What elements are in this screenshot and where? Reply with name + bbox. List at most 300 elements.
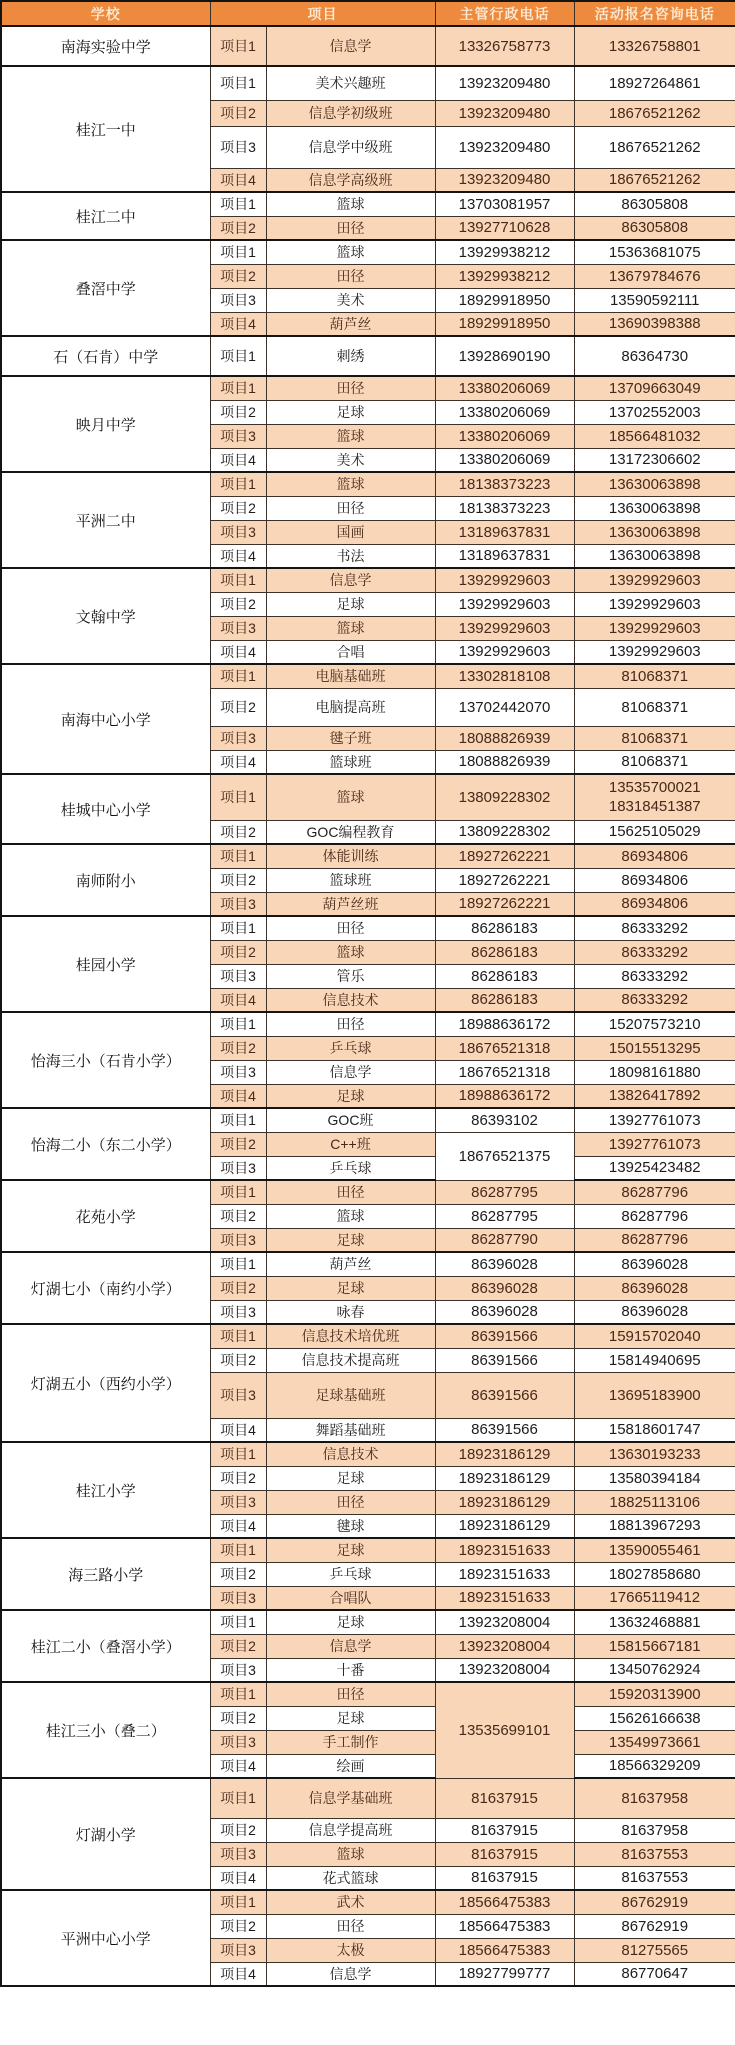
consult-phone-cell: 13630063898 xyxy=(574,496,735,520)
consult-phone-cell xyxy=(574,774,735,820)
admin-phone-cell: 86286183 xyxy=(435,964,574,988)
admin-phone-cell: 13326758773 xyxy=(435,26,574,66)
admin-phone-cell: 81637915 xyxy=(435,1866,574,1890)
project-name-cell: 篮球 xyxy=(266,616,435,640)
project-label-cell: 项目1 xyxy=(210,1324,266,1348)
admin-phone-cell: 13809228302 xyxy=(435,774,574,820)
consult-phone-cell: 18676521262 xyxy=(574,168,735,192)
project-label-cell: 项目1 xyxy=(210,916,266,940)
project-label-cell: 项目1 xyxy=(210,192,266,216)
consult-phone-cell: 13929929603 xyxy=(574,592,735,616)
project-label-cell: 项目1 xyxy=(210,1682,266,1706)
project-label-cell: 项目3 xyxy=(210,1586,266,1610)
project-label-cell: 项目2 xyxy=(210,264,266,288)
admin-phone-cell: 86393102 xyxy=(435,1108,574,1132)
project-name-cell: 田径 xyxy=(266,1682,435,1706)
project-name-cell: 美术兴趣班 xyxy=(266,66,435,100)
consult-phone-cell: 13679784676 xyxy=(574,264,735,288)
consult-phone-cell: 13590592111 xyxy=(574,288,735,312)
consult-phone-cell: 18027858680 xyxy=(574,1562,735,1586)
project-name-cell: 毽球 xyxy=(266,1514,435,1538)
admin-phone-cell: 18929918950 xyxy=(435,312,574,336)
consult-phone-cell: 13580394184 xyxy=(574,1466,735,1490)
project-label-cell: 项目1 xyxy=(210,1108,266,1132)
project-name-cell: 篮球班 xyxy=(266,868,435,892)
admin-phone-cell: 18923186129 xyxy=(435,1442,574,1466)
school-name-cell: 桂江一中 xyxy=(1,66,210,192)
admin-phone-cell: 86287795 xyxy=(435,1180,574,1204)
school-name-cell: 平洲中心小学 xyxy=(1,1890,210,1986)
school-name-cell: 桂江三小（叠二） xyxy=(1,1682,210,1778)
table-row xyxy=(1,1180,735,1204)
project-name-cell: 足球 xyxy=(266,400,435,424)
project-label-cell: 项目3 xyxy=(210,1300,266,1324)
project-label-cell: 项目1 xyxy=(210,26,266,66)
consult-phone-cell: 18825113106 xyxy=(574,1490,735,1514)
table-row xyxy=(1,916,735,940)
consult-phone-cell: 86305808 xyxy=(574,216,735,240)
school-name-cell: 灯湖七小（南约小学） xyxy=(1,1252,210,1324)
consult-phone-cell: 13590055461 xyxy=(574,1538,735,1562)
project-label-cell: 项目2 xyxy=(210,1706,266,1730)
consult-phone-cell: 15815667181 xyxy=(574,1634,735,1658)
project-name-cell: 信息技术提高班 xyxy=(266,1348,435,1372)
table-row xyxy=(1,66,735,100)
project-name-cell: C++班 xyxy=(266,1132,435,1156)
consult-phone-cell: 86305808 xyxy=(574,192,735,216)
project-name-cell: 电脑提高班 xyxy=(266,688,435,726)
project-label-cell: 项目1 xyxy=(210,376,266,400)
school-name-cell: 南师附小 xyxy=(1,844,210,916)
project-label-cell: 项目3 xyxy=(210,1938,266,1962)
admin-phone-cell: 13535699101 xyxy=(435,1682,574,1778)
admin-phone-cell: 18923186129 xyxy=(435,1490,574,1514)
admin-phone-cell: 13809228302 xyxy=(435,820,574,844)
project-label-cell: 项目3 xyxy=(210,424,266,448)
consult-phone-cell: 13172306602 xyxy=(574,448,735,472)
table-row xyxy=(1,1682,735,1706)
admin-phone-cell: 13923208004 xyxy=(435,1634,574,1658)
table-row xyxy=(1,568,735,592)
consult-phone-cell: 15818601747 xyxy=(574,1418,735,1442)
project-name-cell: 信息学 xyxy=(266,1962,435,1986)
table-row xyxy=(1,664,735,688)
consult-phone-cell: 15920313900 xyxy=(574,1682,735,1706)
project-name-cell: 足球基础班 xyxy=(266,1372,435,1418)
admin-phone-cell: 13189637831 xyxy=(435,520,574,544)
admin-phone-cell: 13929929603 xyxy=(435,616,574,640)
admin-phone-cell: 86286183 xyxy=(435,988,574,1012)
consult-phone-cell: 13630063898 xyxy=(574,472,735,496)
project-label-cell: 项目3 xyxy=(210,1730,266,1754)
project-label-cell: 项目2 xyxy=(210,1634,266,1658)
project-name-cell: 信息技术 xyxy=(266,988,435,1012)
school-name-cell: 桂江小学 xyxy=(1,1442,210,1538)
project-label-cell: 项目3 xyxy=(210,1060,266,1084)
project-label-cell: 项目4 xyxy=(210,1754,266,1778)
consult-phone-cell: 86333292 xyxy=(574,964,735,988)
project-label-cell: 项目1 xyxy=(210,844,266,868)
project-label-cell: 项目1 xyxy=(210,336,266,376)
project-name-cell: 葫芦丝 xyxy=(266,1252,435,1276)
project-label-cell: 项目2 xyxy=(210,1036,266,1060)
consult-phone-cell: 81068371 xyxy=(574,726,735,750)
table-row xyxy=(1,336,735,376)
school-name-cell: 桂江二小（叠滘小学） xyxy=(1,1610,210,1682)
admin-phone-cell: 86286183 xyxy=(435,940,574,964)
project-label-cell: 项目1 xyxy=(210,664,266,688)
admin-phone-cell: 13929938212 xyxy=(435,264,574,288)
project-label-cell: 项目2 xyxy=(210,100,266,126)
project-label-cell: 项目2 xyxy=(210,1276,266,1300)
project-label-cell: 项目1 xyxy=(210,568,266,592)
admin-phone-cell: 86396028 xyxy=(435,1300,574,1324)
project-label-cell: 项目4 xyxy=(210,1418,266,1442)
consult-phone-cell: 13450762924 xyxy=(574,1658,735,1682)
header-school: 学校 xyxy=(1,1,210,26)
admin-phone-cell: 13929929603 xyxy=(435,592,574,616)
project-name-cell: 咏春 xyxy=(266,1300,435,1324)
project-label-cell: 项目3 xyxy=(210,1490,266,1514)
consult-phone-cell: 13630063898 xyxy=(574,544,735,568)
project-name-cell: 篮球班 xyxy=(266,750,435,774)
admin-phone-cell: 18927799777 xyxy=(435,1962,574,1986)
consult-phone-cell: 86287796 xyxy=(574,1228,735,1252)
project-name-cell: 篮球 xyxy=(266,774,435,820)
admin-phone-cell: 86287795 xyxy=(435,1204,574,1228)
project-label-cell: 项目1 xyxy=(210,240,266,264)
consult-phone-cell: 86364730 xyxy=(574,336,735,376)
project-name-cell: 足球 xyxy=(266,1538,435,1562)
project-name-cell: 太极 xyxy=(266,1938,435,1962)
project-label-cell: 项目2 xyxy=(210,1818,266,1842)
project-name-cell: 手工制作 xyxy=(266,1730,435,1754)
consult-phone-cell: 15207573210 xyxy=(574,1012,735,1036)
project-label-cell: 项目3 xyxy=(210,892,266,916)
project-name-cell: 舞蹈基础班 xyxy=(266,1418,435,1442)
project-name-cell: 信息学中级班 xyxy=(266,126,435,168)
project-label-cell: 项目2 xyxy=(210,1562,266,1586)
project-label-cell: 项目4 xyxy=(210,168,266,192)
project-label-cell: 项目1 xyxy=(210,774,266,820)
project-label-cell: 项目1 xyxy=(210,1252,266,1276)
table-row xyxy=(1,1442,735,1466)
project-name-cell: 信息学 xyxy=(266,568,435,592)
admin-phone-cell: 13702442070 xyxy=(435,688,574,726)
project-name-cell: 田径 xyxy=(266,1180,435,1204)
table-row xyxy=(1,844,735,868)
table-row xyxy=(1,1108,735,1132)
project-name-cell: 合唱队 xyxy=(266,1586,435,1610)
school-name-cell: 海三路小学 xyxy=(1,1538,210,1610)
project-name-cell: 田径 xyxy=(266,264,435,288)
project-name-cell: 花式篮球 xyxy=(266,1866,435,1890)
consult-phone-cell: 86396028 xyxy=(574,1252,735,1276)
admin-phone-cell: 18676521375 xyxy=(435,1132,574,1180)
admin-phone-cell: 86396028 xyxy=(435,1252,574,1276)
consult-phone-cell: 86934806 xyxy=(574,868,735,892)
project-name-cell: 体能训练 xyxy=(266,844,435,868)
project-label-cell: 项目3 xyxy=(210,964,266,988)
consult-phone-cell: 86934806 xyxy=(574,892,735,916)
table-row xyxy=(1,26,735,66)
project-name-cell: 管乐 xyxy=(266,964,435,988)
consult-phone-cell: 18813967293 xyxy=(574,1514,735,1538)
project-label-cell: 项目3 xyxy=(210,126,266,168)
admin-phone-cell: 18988636172 xyxy=(435,1012,574,1036)
project-name-cell: 篮球 xyxy=(266,472,435,496)
consult-phone-cell: 13695183900 xyxy=(574,1372,735,1418)
project-label-cell: 项目2 xyxy=(210,868,266,892)
admin-phone-cell: 86286183 xyxy=(435,916,574,940)
consult-phone-cell: 13929929603 xyxy=(574,568,735,592)
project-label-cell: 项目1 xyxy=(210,1778,266,1818)
consult-phone-cell: 15015513295 xyxy=(574,1036,735,1060)
project-label-cell: 项目2 xyxy=(210,1204,266,1228)
header-row xyxy=(1,1,735,26)
school-name-cell: 映月中学 xyxy=(1,376,210,472)
project-label-cell: 项目2 xyxy=(210,1914,266,1938)
project-name-cell: 田径 xyxy=(266,376,435,400)
project-label-cell: 项目2 xyxy=(210,1132,266,1156)
consult-phone-cell: 81275565 xyxy=(574,1938,735,1962)
admin-phone-cell: 13380206069 xyxy=(435,376,574,400)
project-name-cell: 绘画 xyxy=(266,1754,435,1778)
project-name-cell: 信息学 xyxy=(266,1634,435,1658)
project-label-cell: 项目4 xyxy=(210,640,266,664)
consult-phone-cell: 81637958 xyxy=(574,1818,735,1842)
project-name-cell: 篮球 xyxy=(266,240,435,264)
project-label-cell: 项目1 xyxy=(210,1890,266,1914)
project-name-cell: 田径 xyxy=(266,496,435,520)
consult-phone-cell: 18566481032 xyxy=(574,424,735,448)
school-name-cell: 桂城中心小学 xyxy=(1,774,210,844)
admin-phone-cell: 13703081957 xyxy=(435,192,574,216)
project-label-cell: 项目3 xyxy=(210,1156,266,1180)
project-name-cell: 足球 xyxy=(266,1276,435,1300)
project-name-cell: 足球 xyxy=(266,1084,435,1108)
consult-phone-cell: 15814940695 xyxy=(574,1348,735,1372)
admin-phone-cell: 81637915 xyxy=(435,1842,574,1866)
consult-phone-cell: 13925423482 xyxy=(574,1156,735,1180)
consult-phone-cell: 86333292 xyxy=(574,940,735,964)
admin-phone-cell: 13928690190 xyxy=(435,336,574,376)
project-name-cell: 信息学 xyxy=(266,1060,435,1084)
project-label-cell: 项目4 xyxy=(210,448,266,472)
admin-phone-cell: 18566475383 xyxy=(435,1890,574,1914)
project-name-cell: 信息学 xyxy=(266,26,435,66)
admin-phone-cell: 13302818108 xyxy=(435,664,574,688)
admin-phone-cell: 81637915 xyxy=(435,1778,574,1818)
project-name-cell: 篮球 xyxy=(266,1204,435,1228)
project-name-cell: 美术 xyxy=(266,448,435,472)
consult-phone-cell: 13927761073 xyxy=(574,1108,735,1132)
consult-phone-cell: 86762919 xyxy=(574,1914,735,1938)
school-name-cell: 桂园小学 xyxy=(1,916,210,1012)
school-name-cell: 灯湖小学 xyxy=(1,1778,210,1890)
consult-phone-cell: 86762919 xyxy=(574,1890,735,1914)
project-name-cell: 合唱 xyxy=(266,640,435,664)
school-name-cell: 文翰中学 xyxy=(1,568,210,664)
consult-phone-cell: 18098161880 xyxy=(574,1060,735,1084)
project-name-cell: 葫芦丝 xyxy=(266,312,435,336)
project-name-cell: 毽子班 xyxy=(266,726,435,750)
table-row xyxy=(1,472,735,496)
admin-phone-cell: 18923151633 xyxy=(435,1586,574,1610)
consult-phone-cell: 81068371 xyxy=(574,688,735,726)
consult-phone-cell: 86333292 xyxy=(574,916,735,940)
project-name-cell: 刺绣 xyxy=(266,336,435,376)
consult-phone-cell: 18927264861 xyxy=(574,66,735,100)
consult-phone-cell: 81637958 xyxy=(574,1778,735,1818)
header-admin-phone: 主管行政电话 xyxy=(435,1,574,26)
school-name-cell: 石（石肯）中学 xyxy=(1,336,210,376)
admin-phone-cell: 13923208004 xyxy=(435,1610,574,1634)
project-name-cell: GOC班 xyxy=(266,1108,435,1132)
school-name-cell: 桂江二中 xyxy=(1,192,210,240)
consult-phone-cell: 18676521262 xyxy=(574,100,735,126)
consult-phone-cell: 81068371 xyxy=(574,664,735,688)
project-name-cell: 书法 xyxy=(266,544,435,568)
project-name-cell: 武术 xyxy=(266,1890,435,1914)
project-name-cell: 信息学高级班 xyxy=(266,168,435,192)
school-name-cell: 平洲二中 xyxy=(1,472,210,568)
project-label-cell: 项目2 xyxy=(210,216,266,240)
admin-phone-cell: 13923209480 xyxy=(435,126,574,168)
project-label-cell: 项目1 xyxy=(210,1180,266,1204)
project-name-cell: 篮球 xyxy=(266,192,435,216)
admin-phone-cell: 86391566 xyxy=(435,1372,574,1418)
school-name-cell: 怡海三小（石肯小学） xyxy=(1,1012,210,1108)
admin-phone-cell: 18566475383 xyxy=(435,1914,574,1938)
project-label-cell: 项目1 xyxy=(210,1012,266,1036)
admin-phone-cell: 13923209480 xyxy=(435,100,574,126)
project-name-cell: 足球 xyxy=(266,1610,435,1634)
school-name-cell: 花苑小学 xyxy=(1,1180,210,1252)
project-name-cell: 葫芦丝班 xyxy=(266,892,435,916)
project-name-cell: 足球 xyxy=(266,592,435,616)
consult-phone-cell: 13826417892 xyxy=(574,1084,735,1108)
consult-phone-line: 13535700021 xyxy=(608,778,701,796)
header-project: 项目 xyxy=(210,1,435,26)
consult-phone-cell: 13690398388 xyxy=(574,312,735,336)
consult-phone-cell: 13630063898 xyxy=(574,520,735,544)
project-label-cell: 项目4 xyxy=(210,750,266,774)
consult-phone-cell: 15363681075 xyxy=(574,240,735,264)
project-name-cell: 信息技术 xyxy=(266,1442,435,1466)
project-label-cell: 项目2 xyxy=(210,940,266,964)
admin-phone-cell: 86391566 xyxy=(435,1418,574,1442)
project-name-cell: 国画 xyxy=(266,520,435,544)
table-body xyxy=(1,26,735,1986)
table-row xyxy=(1,376,735,400)
project-name-cell: 美术 xyxy=(266,288,435,312)
consult-phone-cell: 13929929603 xyxy=(574,616,735,640)
admin-phone-cell: 13923209480 xyxy=(435,66,574,100)
admin-phone-cell: 13929929603 xyxy=(435,568,574,592)
project-label-cell: 项目3 xyxy=(210,1842,266,1866)
consult-phone-cell: 15626166638 xyxy=(574,1706,735,1730)
project-name-cell: 田径 xyxy=(266,916,435,940)
project-name-cell: 篮球 xyxy=(266,1842,435,1866)
project-label-cell: 项目2 xyxy=(210,400,266,424)
admin-phone-cell: 86287790 xyxy=(435,1228,574,1252)
consult-phone-cell: 15625105029 xyxy=(574,820,735,844)
project-label-cell: 项目1 xyxy=(210,472,266,496)
project-name-cell: 乒乓球 xyxy=(266,1562,435,1586)
admin-phone-cell: 86396028 xyxy=(435,1276,574,1300)
table-row xyxy=(1,240,735,264)
project-name-cell: 信息学初级班 xyxy=(266,100,435,126)
consult-phone-cell: 86934806 xyxy=(574,844,735,868)
consult-phone-cell: 13632468881 xyxy=(574,1610,735,1634)
admin-phone-cell: 18676521318 xyxy=(435,1036,574,1060)
project-label-cell: 项目2 xyxy=(210,820,266,844)
consult-phone-line: 18318451387 xyxy=(608,798,701,816)
school-name-cell: 灯湖五小（西约小学） xyxy=(1,1324,210,1442)
project-label-cell: 项目4 xyxy=(210,1084,266,1108)
admin-phone-cell: 18923186129 xyxy=(435,1466,574,1490)
admin-phone-cell: 13380206069 xyxy=(435,424,574,448)
project-label-cell: 项目3 xyxy=(210,288,266,312)
admin-phone-cell: 18676521318 xyxy=(435,1060,574,1084)
project-label-cell: 项目4 xyxy=(210,988,266,1012)
consult-phone-cell: 86396028 xyxy=(574,1276,735,1300)
project-label-cell: 项目1 xyxy=(210,1538,266,1562)
admin-phone-cell: 18088826939 xyxy=(435,750,574,774)
admin-phone-cell: 18923186129 xyxy=(435,1514,574,1538)
consult-phone-cell: 13709663049 xyxy=(574,376,735,400)
consult-phone-cell: 15915702040 xyxy=(574,1324,735,1348)
admin-phone-cell: 13380206069 xyxy=(435,448,574,472)
consult-phone-cell: 81637553 xyxy=(574,1842,735,1866)
admin-phone-cell: 18929918950 xyxy=(435,288,574,312)
consult-phone-cell: 13927761073 xyxy=(574,1132,735,1156)
project-label-cell: 项目2 xyxy=(210,592,266,616)
project-name-cell: 篮球 xyxy=(266,940,435,964)
admin-phone-cell: 13929938212 xyxy=(435,240,574,264)
consult-phone-cell: 18676521262 xyxy=(574,126,735,168)
project-name-cell: 信息学基础班 xyxy=(266,1778,435,1818)
admin-phone-cell: 18923151633 xyxy=(435,1538,574,1562)
project-label-cell: 项目4 xyxy=(210,312,266,336)
admin-phone-cell: 18927262221 xyxy=(435,892,574,916)
project-label-cell: 项目4 xyxy=(210,544,266,568)
project-label-cell: 项目3 xyxy=(210,1228,266,1252)
consult-phone-cell: 13702552003 xyxy=(574,400,735,424)
admin-phone-cell: 18988636172 xyxy=(435,1084,574,1108)
project-label-cell: 项目3 xyxy=(210,726,266,750)
admin-phone-cell: 13923208004 xyxy=(435,1658,574,1682)
project-label-cell: 项目1 xyxy=(210,1610,266,1634)
project-label-cell: 项目3 xyxy=(210,1372,266,1418)
project-name-cell: 信息技术培优班 xyxy=(266,1324,435,1348)
table-row xyxy=(1,1610,735,1634)
consult-phone-cell: 81637553 xyxy=(574,1866,735,1890)
admin-phone-cell: 18138373223 xyxy=(435,472,574,496)
project-name-cell: 足球 xyxy=(266,1228,435,1252)
project-label-cell: 项目1 xyxy=(210,66,266,100)
table-row xyxy=(1,1538,735,1562)
project-label-cell: 项目2 xyxy=(210,1348,266,1372)
project-name-cell: 田径 xyxy=(266,1914,435,1938)
project-name-cell: 田径 xyxy=(266,1012,435,1036)
consult-phone-cell: 13549973661 xyxy=(574,1730,735,1754)
admin-phone-cell: 13923209480 xyxy=(435,168,574,192)
project-label-cell: 项目3 xyxy=(210,520,266,544)
consult-phone-cell: 13929929603 xyxy=(574,640,735,664)
consult-phone-cell: 86333292 xyxy=(574,988,735,1012)
